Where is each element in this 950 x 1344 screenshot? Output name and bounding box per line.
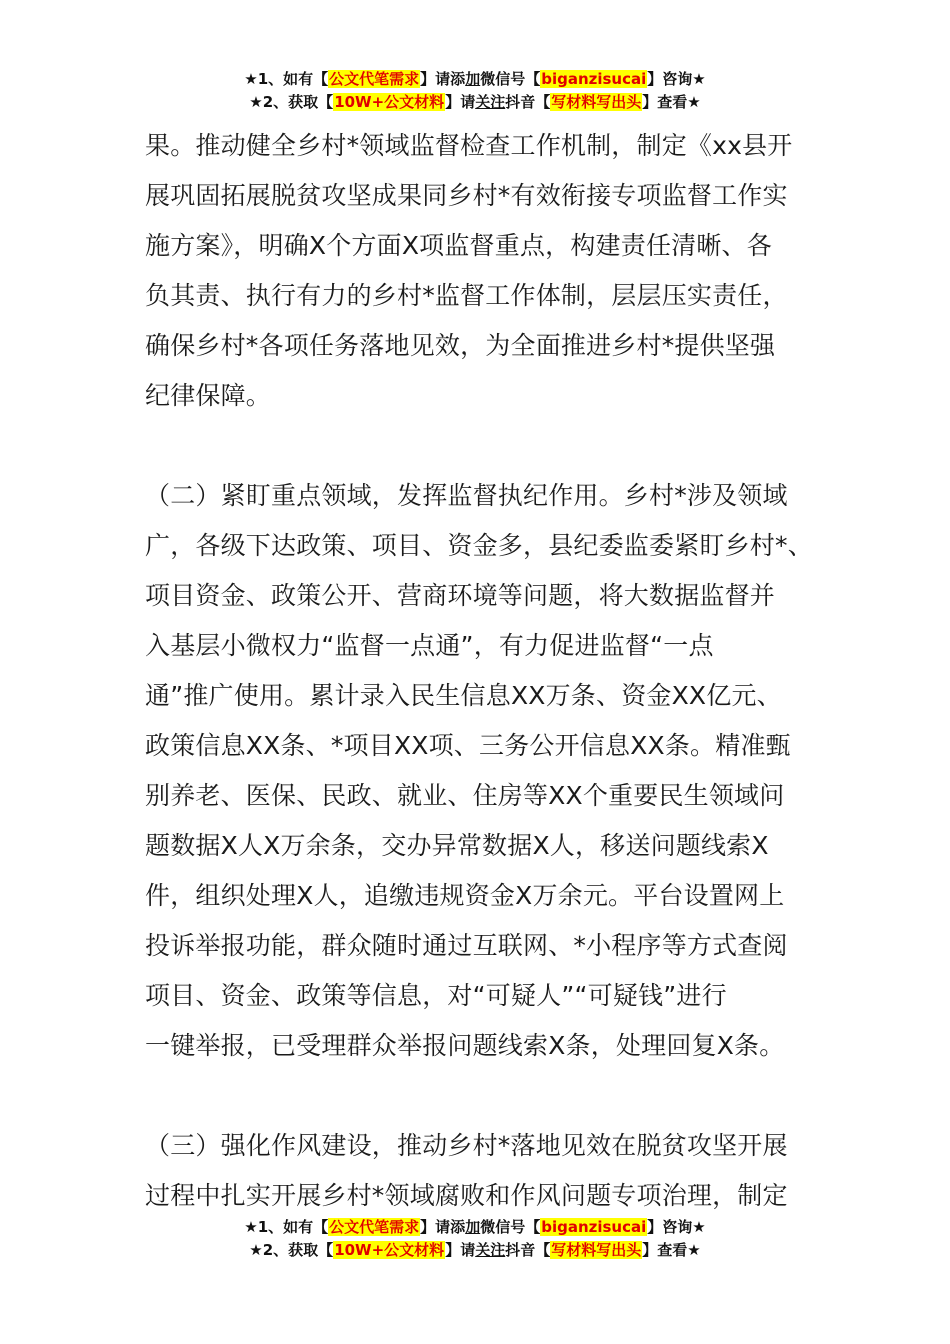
banner-line-1 [0, 1216, 950, 1239]
banner-line-2 [0, 91, 950, 114]
banner-text: 】请 [445, 1241, 476, 1259]
text-line: 题数据X人X万余条，交办异常数据X人，移送问题线索X [145, 831, 769, 860]
text-line: 施方案》，明确X个方面X项监督重点，构建责任清晰、各 [145, 231, 772, 260]
banner-text: 】咨询★ [647, 70, 706, 88]
banner-text: 】请 [445, 93, 476, 111]
banner-text: 微信号【 [480, 70, 541, 88]
paragraph-spacer [145, 1071, 807, 1121]
highlight-douyin-account: 写材料写出头 [551, 1241, 642, 1259]
highlight-wechat-id: biganzisucai [541, 70, 647, 88]
text-line: 别养老、医保、民政、就业、住房等XX个重要民生领域问 [145, 781, 785, 810]
text-line: 项目、资金、政策等信息，对“可疑人”“可疑钱”进行 [145, 981, 727, 1010]
banner-text: 】查看★ [642, 1241, 701, 1259]
banner-underlined-text: 加 [465, 1218, 481, 1236]
text-line: （三）强化作风建设，推动乡村*落地见效在脱贫攻坚开展 [145, 1131, 788, 1160]
banner-text: 】请添 [420, 70, 466, 88]
banner-underlined-text: 关注 [475, 1241, 506, 1259]
text-line: 展巩固拓展脱贫攻坚成果同乡村*有效衔接专项监督工作实 [145, 181, 788, 210]
banner-text: ★1、如有【 [244, 70, 329, 88]
banner-text: 】查看★ [642, 93, 701, 111]
top-banner [0, 68, 950, 114]
text-line: 负其责、执行有力的乡村*监督工作体制，层层压实责任， [145, 281, 788, 310]
highlight-service: 公文代笔需求 [329, 1218, 420, 1236]
highlight-service: 公文代笔需求 [329, 70, 420, 88]
paragraph-2 [145, 471, 813, 1071]
text-line: （二）紧盯重点领域，发挥监督执纪作用。乡村*涉及领域 [145, 481, 788, 510]
text-line: 过程中扎实开展乡村*领域腐败和作风问题专项治理，制定 [145, 1181, 788, 1210]
banner-line-1 [0, 68, 950, 91]
highlight-douyin-account: 写材料写出头 [551, 93, 642, 111]
text-line: 纪律保障。 [145, 381, 272, 410]
text-line: 入基层小微权力“监督一点通”，有力促进监督“一点 [145, 631, 714, 660]
highlight-materials: 10W+公文材料 [334, 93, 445, 111]
banner-text: ★2、获取【 [249, 93, 334, 111]
text-line: 投诉举报功能，群众随时通过互联网、*小程序等方式查阅 [145, 931, 788, 960]
text-line: 果。推动健全乡村*领域监督检查工作机制，制定《xx县开 [145, 131, 793, 160]
text-line: 通”推广使用。累计录入民生信息XX万条、资金XX亿元、 [145, 681, 782, 710]
banner-text: 抖音【 [505, 93, 551, 111]
document-body [145, 121, 813, 1221]
highlight-wechat-id: biganzisucai [541, 1218, 647, 1236]
paragraph-spacer [145, 421, 807, 471]
text-line: 一键举报，已受理群众举报问题线索X条，处理回复X条。 [145, 1031, 785, 1060]
highlight-materials: 10W+公文材料 [334, 1241, 445, 1259]
banner-underlined-text: 关注 [475, 93, 506, 111]
banner-text: 微信号【 [480, 1218, 541, 1236]
bottom-banner [0, 1216, 950, 1262]
text-line: 政策信息XX条、*项目XX项、三务公开信息XX条。精准甄 [145, 731, 791, 760]
text-line: 确保乡村*各项任务落地见效，为全面推进乡村*提供坚强 [145, 331, 776, 360]
banner-text: 】咨询★ [647, 1218, 706, 1236]
text-line: 广，各级下达政策、项目、资金多，县纪委监委紧盯乡村*、 [145, 531, 813, 560]
paragraph-1 [145, 121, 807, 421]
banner-text: 】请添 [420, 1218, 466, 1236]
banner-text: ★2、获取【 [249, 1241, 334, 1259]
banner-text: 抖音【 [505, 1241, 551, 1259]
paragraph-3 [145, 1121, 807, 1221]
text-line: 项目资金、政策公开、营商环境等问题，将大数据监督并 [145, 581, 776, 610]
text-line: 件，组织处理X人，追缴违规资金X万余元。平台设置网上 [145, 881, 785, 910]
banner-line-2 [0, 1239, 950, 1262]
banner-underlined-text: 加 [465, 70, 481, 88]
banner-text: ★1、如有【 [244, 1218, 329, 1236]
